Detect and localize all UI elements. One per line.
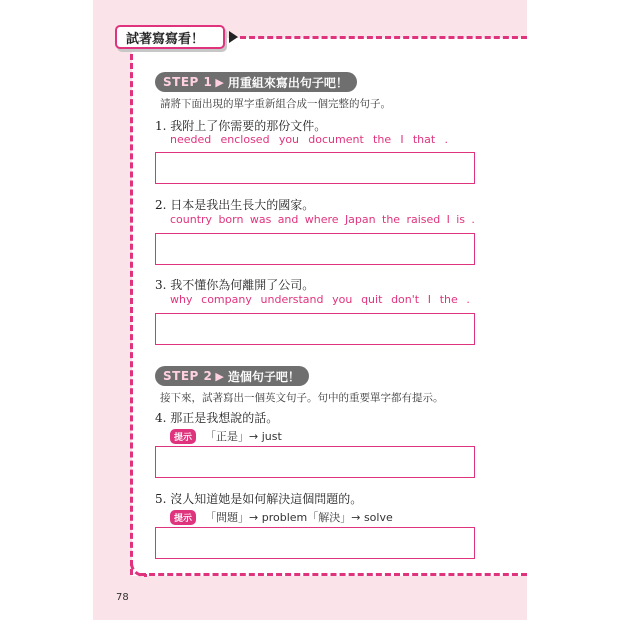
word: .: [444, 133, 448, 146]
question-sentence: 那正是我想說的話。: [170, 411, 279, 425]
question-sentence: 我不懂你為何離開了公司。: [170, 278, 315, 292]
question-1: [155, 117, 326, 134]
page-number: 78: [116, 592, 129, 603]
answer-box-2[interactable]: [155, 233, 475, 265]
hint-row-4: [170, 428, 282, 444]
word: was: [249, 213, 272, 226]
answer-box-3[interactable]: [155, 313, 475, 345]
hint-text: 「正是」→ just: [205, 430, 282, 443]
question-number: 4.: [155, 411, 167, 425]
word: don't: [391, 293, 420, 306]
word: is: [456, 213, 466, 226]
dashed-border-top: [240, 36, 527, 39]
word: raised: [406, 213, 441, 226]
answer-box-5[interactable]: [155, 527, 475, 559]
word: you: [278, 133, 300, 146]
step2-number: STEP 2: [163, 369, 213, 383]
word: I: [446, 213, 450, 226]
word: document: [308, 133, 364, 146]
word-bank-2: [170, 213, 475, 226]
question-5: [155, 490, 362, 507]
question-number: 3.: [155, 278, 167, 292]
word: understand: [260, 293, 324, 306]
question-2: [155, 196, 314, 213]
word: company: [201, 293, 252, 306]
hint-row-5: [170, 509, 393, 525]
play-arrow-icon: ▶: [215, 75, 224, 89]
question-sentence: 我附上了你需要的那份文件。: [170, 119, 327, 133]
answer-box-1[interactable]: [155, 152, 475, 184]
dashed-border-left: [130, 54, 133, 575]
question-number: 2.: [155, 198, 167, 212]
hint-badge: 提示: [170, 429, 196, 444]
word: needed: [170, 133, 212, 146]
word-bank-3: [170, 293, 470, 306]
word: .: [471, 213, 475, 226]
word: the: [373, 133, 392, 146]
word: the: [382, 213, 401, 226]
word: where: [304, 213, 339, 226]
question-sentence: 沒人知道她是如何解決這個問題的。: [170, 492, 363, 506]
dashed-border-bottom: [140, 573, 527, 576]
question-number: 1.: [155, 119, 167, 133]
word: why: [170, 293, 193, 306]
step2-instruction: 接下來，試著寫出一個英文句子。句中的重要單字都有提示。: [160, 392, 444, 404]
word: quit: [361, 293, 383, 306]
step2-label: 造個句子吧！: [227, 369, 300, 384]
answer-box-4[interactable]: [155, 446, 475, 478]
play-arrow-icon: ▶: [215, 369, 224, 383]
step1-label: 用重組來寫出句子吧！: [227, 75, 348, 90]
title-arrow-icon: [229, 31, 238, 43]
step2-pill: [155, 366, 309, 386]
word: .: [466, 293, 470, 306]
question-4: [155, 409, 278, 426]
word: the: [439, 293, 458, 306]
section-title-text: 試著寫寫看！: [126, 31, 205, 47]
hint-badge: 提示: [170, 510, 196, 525]
question-3: [155, 276, 314, 293]
word: born: [218, 213, 244, 226]
hint-text: 「問題」→ problem「解決」→ solve: [205, 511, 393, 524]
section-title: [115, 25, 225, 49]
word: country: [170, 213, 213, 226]
step1-number: STEP 1: [163, 75, 213, 89]
step1-pill: [155, 72, 357, 92]
word-bank-1: [170, 133, 448, 146]
step1-instruction: 請將下面出現的單字重新組合成一個完整的句子。: [160, 98, 391, 110]
question-sentence: 日本是我出生長大的國家。: [170, 198, 315, 212]
word: Japan: [344, 213, 376, 226]
word: and: [277, 213, 299, 226]
word: I: [427, 293, 432, 306]
word: you: [332, 293, 353, 306]
word: enclosed: [220, 133, 270, 146]
word: I: [400, 133, 404, 146]
question-number: 5.: [155, 492, 167, 506]
word: that: [412, 133, 436, 146]
